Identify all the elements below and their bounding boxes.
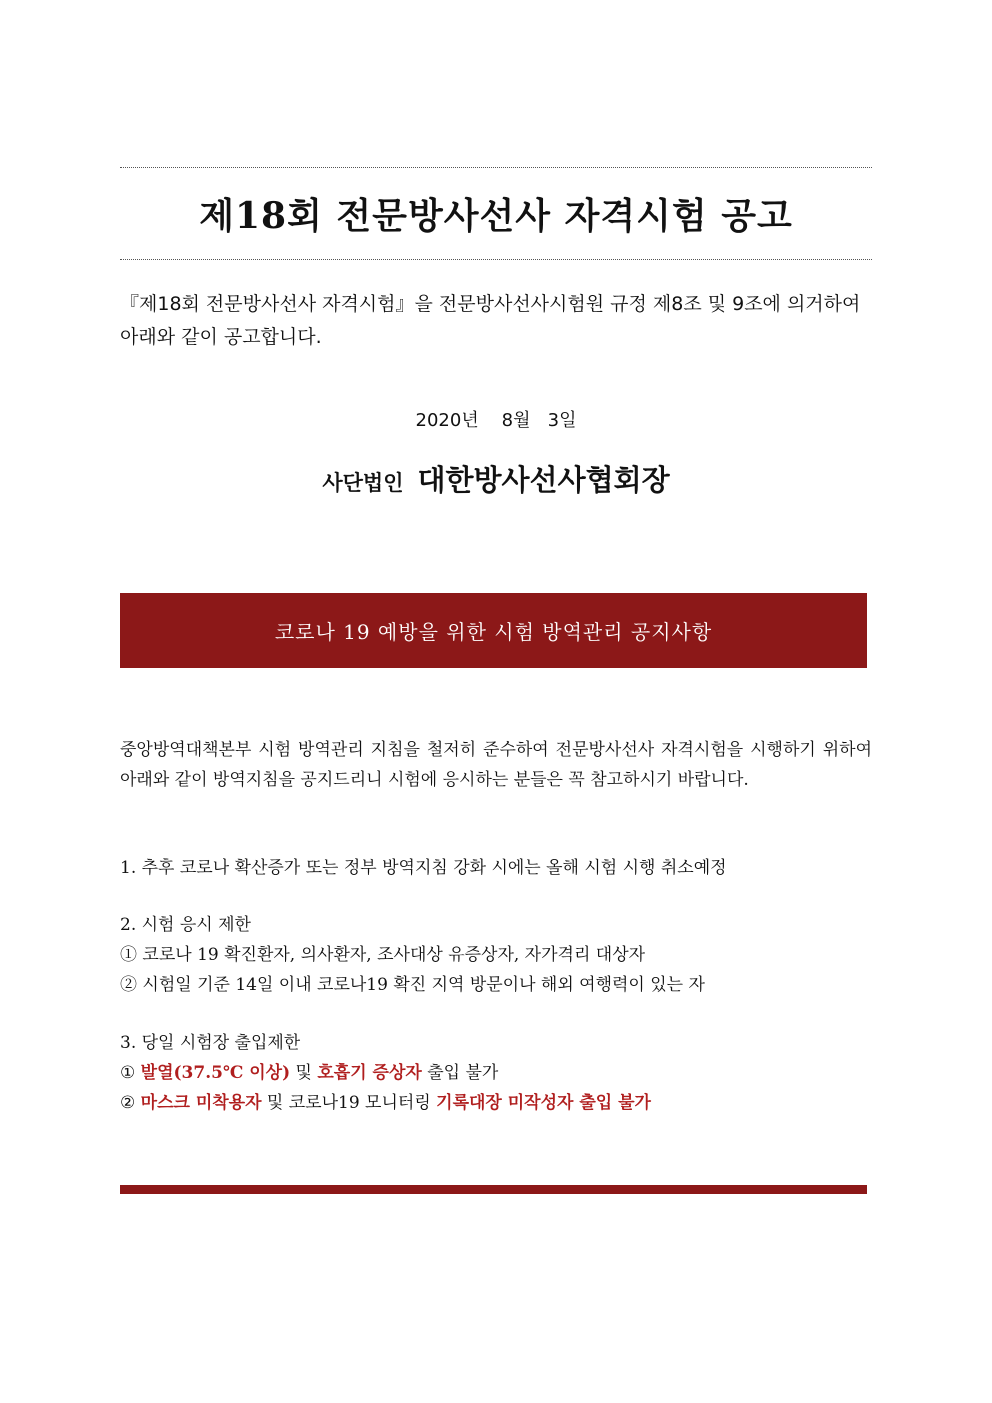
signature <box>120 458 872 499</box>
signature-prefix: 사단법인 <box>322 471 404 495</box>
item-3-sub-1-text-2: 출입 불가 <box>421 1063 499 1083</box>
item-3-sub-2-marker: ② <box>120 1093 141 1113</box>
item-3-sub-1-marker: ① <box>120 1063 141 1083</box>
item-3-heading: 3. 당일 시험장 출입제한 <box>120 1033 301 1053</box>
notice-banner-text: 코로나 19 예방을 위한 시험 방역관리 공지사항 <box>274 620 713 644</box>
item-2-heading: 2. 시험 응시 제한 <box>120 915 251 935</box>
intro-text: 『제18회 전문방사선사 자격시험』을 전문방사선사시험원 규정 제8조 및 9조에 의거하여 아래와 같이 공고합니다. <box>120 293 861 348</box>
item-3-sub-2-highlight-mask: 마스크 미착용자 <box>140 1093 262 1113</box>
page-title: 제18회 전문방사선사 자격시험 공고 <box>199 195 793 237</box>
item-2-sub-1: ① 코로나 19 확진환자, 의사환자, 조사대상 유증상자, 자가격리 대상자 <box>120 945 646 965</box>
item-3-sub-1-highlight-respiratory: 호흡기 증상자 <box>317 1063 422 1083</box>
item-1: 1. 추후 코로나 확산증가 또는 정부 방역지침 강화 시에는 올해 시험 시행 취소예정 <box>120 858 727 878</box>
item-3-sub-2 <box>120 1088 880 1118</box>
item-3-sub-2-highlight-log: 기록대장 미작성자 출입 불가 <box>436 1093 651 1113</box>
title-divider <box>120 259 872 260</box>
item-2-sub-2: ② 시험일 기준 14일 이내 코로나19 확진 지역 방문이나 해외 여행력이 있는 자 <box>120 975 705 995</box>
body-paragraph: 중앙방역대책본부 시험 방역관리 지침을 철저히 준수하여 전문방사선사 자격시험을 시행하기 위하여 아래와 같이 방역지침을 공지드리니 시험에 응시하는 분들은 꼭 참고하시기 바랍니다. <box>120 740 872 790</box>
item-3-sub-1-highlight-fever: 발열(37.5℃ 이상) <box>140 1063 291 1083</box>
item-3-sub-1 <box>120 1058 880 1088</box>
notice-banner <box>120 593 867 668</box>
signature-organization: 대한방사선사협회장 <box>417 463 670 497</box>
top-divider <box>120 167 872 168</box>
bottom-divider-bar <box>120 1185 867 1194</box>
announcement-date: 2020년 8월 3일 <box>415 410 577 431</box>
item-3-sub-1-text-1: 및 <box>290 1063 318 1083</box>
item-3-sub-2-text-1: 및 코로나19 모니터링 <box>261 1093 437 1113</box>
